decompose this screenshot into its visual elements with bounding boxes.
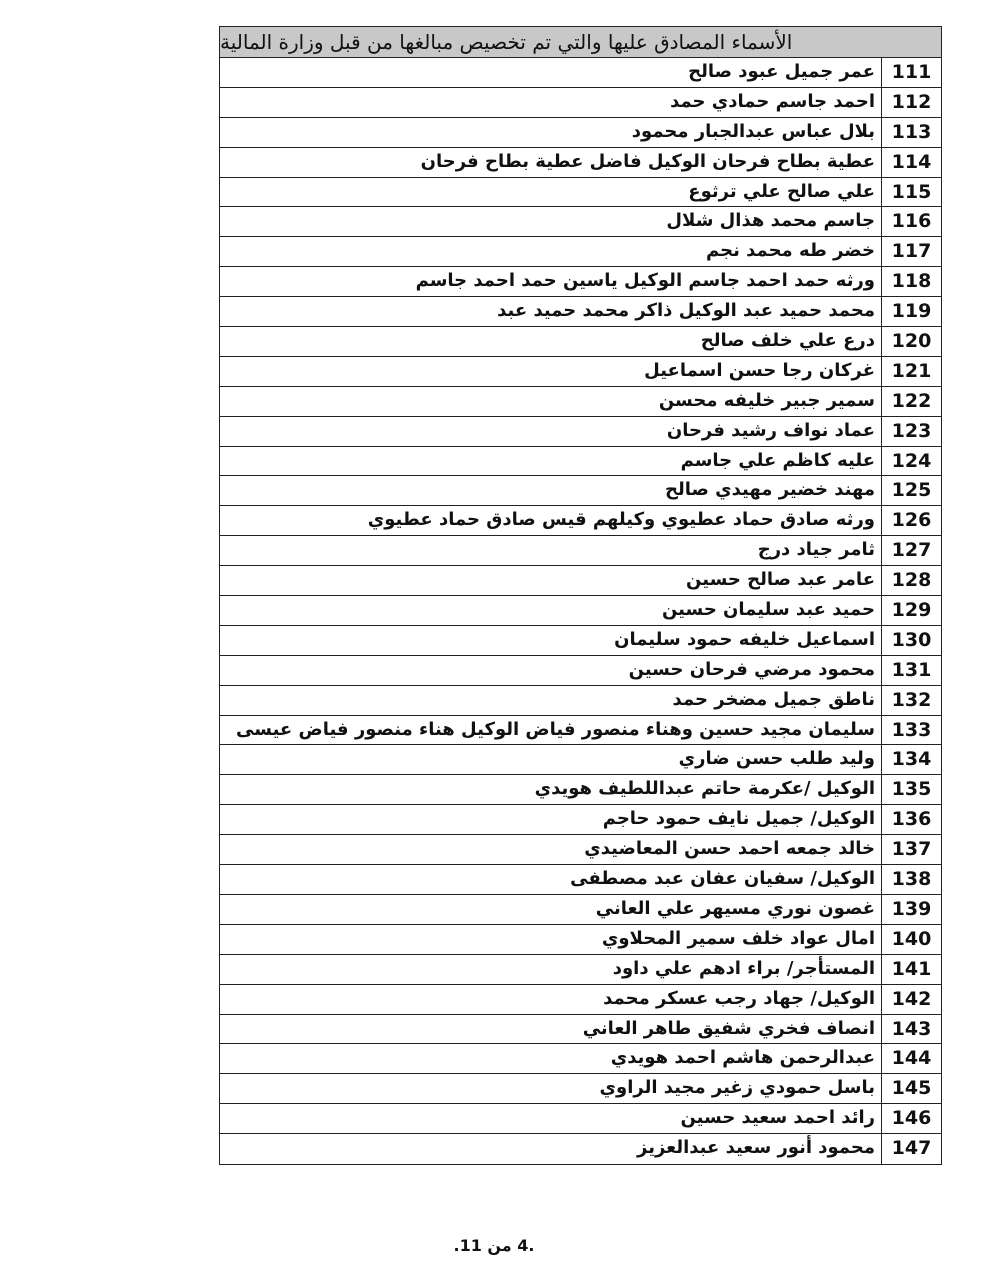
- row-number: 132: [881, 686, 941, 715]
- row-number: 129: [881, 596, 941, 625]
- row-name: عطية بطاح فرحان الوكيل فاضل عطية بطاح فرحان: [420, 150, 875, 172]
- row-number: 111: [881, 58, 941, 87]
- table-row: [220, 805, 941, 835]
- table-row: [220, 686, 941, 716]
- row-name: غصون نوري مسيهر علي العاني: [595, 897, 875, 919]
- row-name: باسل حمودي زغير مجيد الراوي: [599, 1077, 875, 1099]
- row-number: 135: [881, 775, 941, 804]
- table-row: [220, 955, 941, 985]
- table-row: [220, 237, 941, 267]
- row-number: 133: [881, 716, 941, 745]
- table-row: [220, 536, 941, 566]
- row-number: 139: [881, 895, 941, 924]
- row-name: رائد احمد سعيد حسين: [680, 1107, 875, 1129]
- row-name: خضر طه محمد نجم: [705, 240, 875, 262]
- row-number: 119: [881, 297, 941, 326]
- row-name: ناطق جميل مضخر حمد: [672, 688, 875, 710]
- table-row: [220, 207, 941, 237]
- table-header-title: الأسماء المصادق عليها والتي تم تخصيص مبالغها من قبل وزارة المالية: [220, 30, 793, 54]
- table-row: [220, 1074, 941, 1104]
- row-number: 147: [881, 1134, 941, 1164]
- table-row: [220, 148, 941, 178]
- row-name: عماد نواف رشيد فرحان: [666, 419, 875, 441]
- row-name: الوكيل/ جميل نايف حمود حاجم: [602, 808, 875, 830]
- table-row: [220, 447, 941, 477]
- row-name: جاسم محمد هذال شلال: [666, 210, 875, 232]
- table-row: [220, 476, 941, 506]
- table-row: [220, 566, 941, 596]
- table-row: [220, 178, 941, 208]
- row-name: سمير جبير خليفه محسن: [658, 389, 875, 411]
- table-row: [220, 626, 941, 656]
- row-name: عليه كاظم علي جاسم: [680, 449, 875, 471]
- row-name: امال عواد خلف سمير المحلاوي: [601, 927, 875, 949]
- row-number: 146: [881, 1104, 941, 1133]
- table-row: [220, 297, 941, 327]
- row-number: 131: [881, 656, 941, 685]
- table-row: [220, 357, 941, 387]
- row-name: عمر جميل عبود صالح: [688, 61, 875, 82]
- row-number: 141: [881, 955, 941, 984]
- table-row: [220, 58, 941, 88]
- row-number: 126: [881, 506, 941, 535]
- table-row: [220, 417, 941, 447]
- row-number: 118: [881, 267, 941, 296]
- table-row: [220, 835, 941, 865]
- table-row: [220, 1134, 941, 1164]
- table-row: [220, 985, 941, 1015]
- row-number: 136: [881, 805, 941, 834]
- row-name: سليمان مجيد حسين وهناء منصور فياض الوكيل هناء منصور فياض عيسى: [236, 718, 875, 740]
- row-name: ورثه صادق حماد عطيوي وكيلهم قيس صادق حماد عطيوي: [367, 509, 875, 531]
- row-name: درع علي خلف صالح: [700, 330, 875, 352]
- table-row: [220, 387, 941, 417]
- row-name: خالد جمعه احمد حسن المعاضيدي: [584, 838, 875, 860]
- row-name: اسماعيل خليفه حمود سليمان: [614, 628, 875, 650]
- row-number: 144: [881, 1044, 941, 1073]
- row-name: الوكيل /عكرمة حاتم عبداللطيف هويدي: [534, 778, 875, 800]
- row-name: محمود أنور سعيد عبدالعزيز: [637, 1137, 875, 1159]
- table-row: [220, 1104, 941, 1134]
- row-number: 120: [881, 327, 941, 356]
- row-number: 116: [881, 207, 941, 236]
- table-header: [220, 27, 941, 58]
- row-number: 123: [881, 417, 941, 446]
- row-name: محمود مرضي فرحان حسين: [628, 658, 875, 680]
- row-number: 143: [881, 1015, 941, 1044]
- row-name: بلال عباس عبدالجبار محمود: [631, 120, 875, 142]
- row-name: غركان رجا حسن اسماعيل: [644, 359, 875, 381]
- row-number: 117: [881, 237, 941, 266]
- table-row: [220, 506, 941, 536]
- row-number: 121: [881, 357, 941, 386]
- row-name: عامر عبد صالح حسين: [686, 569, 875, 591]
- row-number: 130: [881, 626, 941, 655]
- row-name: عبدالرحمن هاشم احمد هويدي: [610, 1047, 875, 1069]
- row-name: محمد حميد عبد الوكيل ذاكر محمد حميد عبد: [497, 300, 875, 322]
- table-body: [220, 58, 941, 1164]
- row-number: 114: [881, 148, 941, 177]
- table-row: [220, 895, 941, 925]
- row-name: الوكيل/ سفيان عفان عبد مصطفى: [570, 868, 875, 890]
- table-row: [220, 327, 941, 357]
- table-row: [220, 745, 941, 775]
- table-row: [220, 267, 941, 297]
- row-name: انصاف فخري شفيق طاهر العاني: [582, 1017, 875, 1039]
- row-name: ورثه حمد احمد جاسم الوكيل ياسين حمد احمد جاسم: [415, 270, 875, 292]
- row-number: 115: [881, 178, 941, 207]
- row-number: 137: [881, 835, 941, 864]
- row-number: 125: [881, 476, 941, 505]
- row-name: الوكيل/ جهاد رجب عسكر محمد: [603, 987, 875, 1009]
- table-row: [220, 1044, 941, 1074]
- table-row: [220, 925, 941, 955]
- row-name: ثامر جياد درج: [757, 539, 875, 561]
- names-table: [219, 26, 942, 1165]
- row-name: علي صالح علي ترثوع: [688, 180, 875, 202]
- row-number: 145: [881, 1074, 941, 1103]
- table-row: [220, 716, 941, 746]
- row-name: مهند خضير مهيدي صالح: [665, 479, 875, 501]
- row-number: 122: [881, 387, 941, 416]
- row-number: 113: [881, 118, 941, 147]
- table-row: [220, 88, 941, 118]
- row-number: 124: [881, 447, 941, 476]
- table-row: [220, 775, 941, 805]
- table-row: [220, 865, 941, 895]
- row-number: 138: [881, 865, 941, 894]
- row-name: احمد جاسم حمادي حمد: [670, 90, 875, 112]
- page-number: .4 من 11.: [453, 1236, 535, 1255]
- table-row: [220, 596, 941, 626]
- row-number: 134: [881, 745, 941, 774]
- row-number: 140: [881, 925, 941, 954]
- table-row: [220, 656, 941, 686]
- table-row: [220, 118, 941, 148]
- table-row: [220, 1015, 941, 1045]
- row-number: 112: [881, 88, 941, 117]
- row-name: حميد عبد سليمان حسين: [661, 599, 875, 621]
- row-name: وليد طلب حسن ضاري: [678, 748, 875, 770]
- row-number: 142: [881, 985, 941, 1014]
- row-name: المستأجر/ براء ادهم علي داود: [612, 957, 875, 979]
- row-number: 128: [881, 566, 941, 595]
- row-number: 127: [881, 536, 941, 565]
